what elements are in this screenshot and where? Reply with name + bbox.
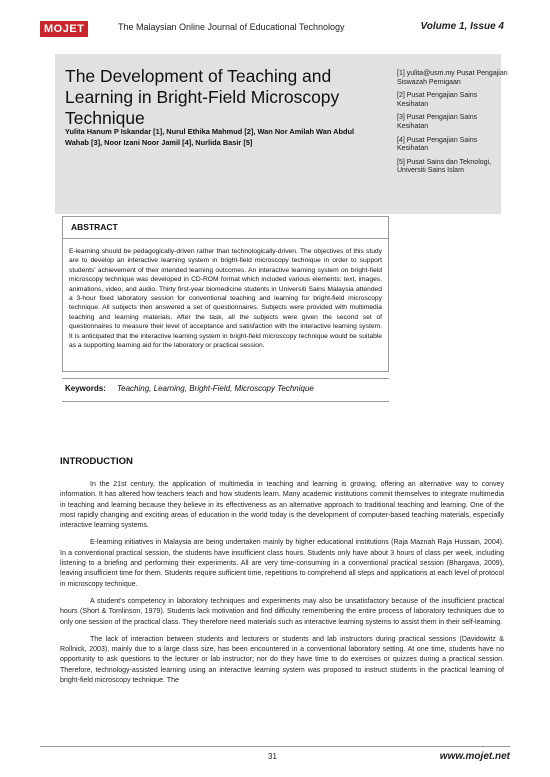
article-title: The Development of Teaching and Learning in Bright-Field Microscopy Technique — [65, 66, 340, 128]
abstract-divider — [63, 238, 388, 239]
keywords-row — [62, 378, 389, 402]
introduction-body — [60, 480, 504, 693]
intro-paragraph-2: E-learning initiatives in Malaysia are being undertaken mainly by higher educational institutions (Raja Maznah Raja Hussain, 2004). In a conventional practical session, the students have insufficient class hours. Students only have about 3 hours of class per week, including listening to a briefing and performing their experiments. All are very time-consuming in a conventional practical session (Bhargava, 2009), leaving insufficient time for them. Students require sufficient time, repetitions to comprehend all steps and applications at each level of protocol in microscopy technique. — [60, 539, 504, 588]
article-authors: Yulita Hanum P Iskandar [1], Nurul Ethika Mahmud [2], Wan Nor Amilah Wan Abdul Wahab [3], Noor Izani Noor Jamil [4], Nurlida Basir [5] — [65, 127, 355, 147]
intro-paragraph-3: A student's competency in laboratory techniques and experiments may also be unsatisfactory because of the insufficient practical hours (Short & Tomlinson, 1979). Students lack motivation and find difficulty remembering the entire process of laboratory techniques due to only one session of the practical class. They therefore need materials such as interactive learning systems to assist them in their self-learning. — [60, 597, 504, 626]
affiliation-3: [3] Pusat Pengajian Sains Kesihatan — [397, 114, 478, 130]
journal-logo: MOJET — [40, 21, 88, 37]
footer-divider — [40, 746, 510, 747]
page-number: 31 — [268, 752, 277, 761]
affiliation-2: [2] Pusat Pengajian Sains Kesihatan — [397, 92, 478, 108]
journal-url[interactable]: www.mojet.net — [439, 751, 510, 762]
abstract-heading: ABSTRACT — [71, 222, 118, 232]
abstract-text: E-learning should be pedagogically-driven rather than technologically-driven. The objectives of this study are to develop an interactive learning system in bright-field microscopy technique in order to support students' achievement of their intended learning outcomes. An interactive learning system on bright-field microscopy technique was developed in CD-ROM format which included various elements: text, images, animations, video, and audio. Thirty first-year biomedicine students in Universiti Sains Malaysia attended a 3-hour fixed laboratory session for conventional teaching and learning for bright-field microscopy technique. All subjects then answered a set of questionnaires. Subjects were provided with multimedia teaching and learning materials. After the task, all the subjects were given the second set of questionnaires to measure their level of acceptance and satisfaction with the interactive learning system. It is anticipated that the interactive learning system in bright-field microscopy technique would be suitable as a supporting learning aid for the laboratory or practical session. — [69, 248, 382, 350]
affiliation-1: [1] yulita@usm.my Pusat Pengajian Siswazah Pernigaan — [397, 70, 508, 86]
keywords-text: Teaching, Learning, Bright-Field, Microscopy Technique — [117, 384, 314, 393]
affiliation-5: [5] Pusat Sains dan Teknologi, Universiti Sains Islam — [397, 158, 492, 175]
intro-paragraph-4: The lack of interaction between students and lecturers or students and lab instructors during practical sessions (Davidowitz & Rollnick, 2003), mainly due to a large class size, has been encountered in a conventional laboratory setting. At one time, students have no opportunity to ask questions to the lecturer or lab instructor; nor do they have time to do exercises or quizzes during a practical session. Therefore, technology-assisted learning using an interactive learning system was proposed to instruct students in the practical learning of bright-field microscopy technique. The — [60, 635, 504, 685]
intro-paragraph-1: In the 21st century, the application of multimedia in teaching and learning is growing, offering an alternative way to convey information. It has altered how teachers teach and how students learn. Many academic institutions commit themselves to integrate multimedia in teaching and learning because they believe in its effectiveness as an alternative approach to traditional teaching and learning. One of the most rapidly changing and exciting areas of education in the world today is the development of computer-based teaching materials, especially interactive learning systems. — [60, 481, 504, 530]
volume-issue: Volume 1, Issue 4 — [420, 21, 504, 32]
keywords-label: Keywords: — [65, 384, 106, 393]
affiliations — [397, 70, 509, 181]
page-header — [40, 21, 510, 37]
journal-title: The Malaysian Online Journal of Educational Technology — [118, 22, 345, 32]
affiliation-4: [4] Pusat Pengajian Sains Kesihatan — [397, 136, 478, 153]
abstract-box — [62, 216, 389, 372]
introduction-heading: INTRODUCTION — [60, 456, 133, 467]
